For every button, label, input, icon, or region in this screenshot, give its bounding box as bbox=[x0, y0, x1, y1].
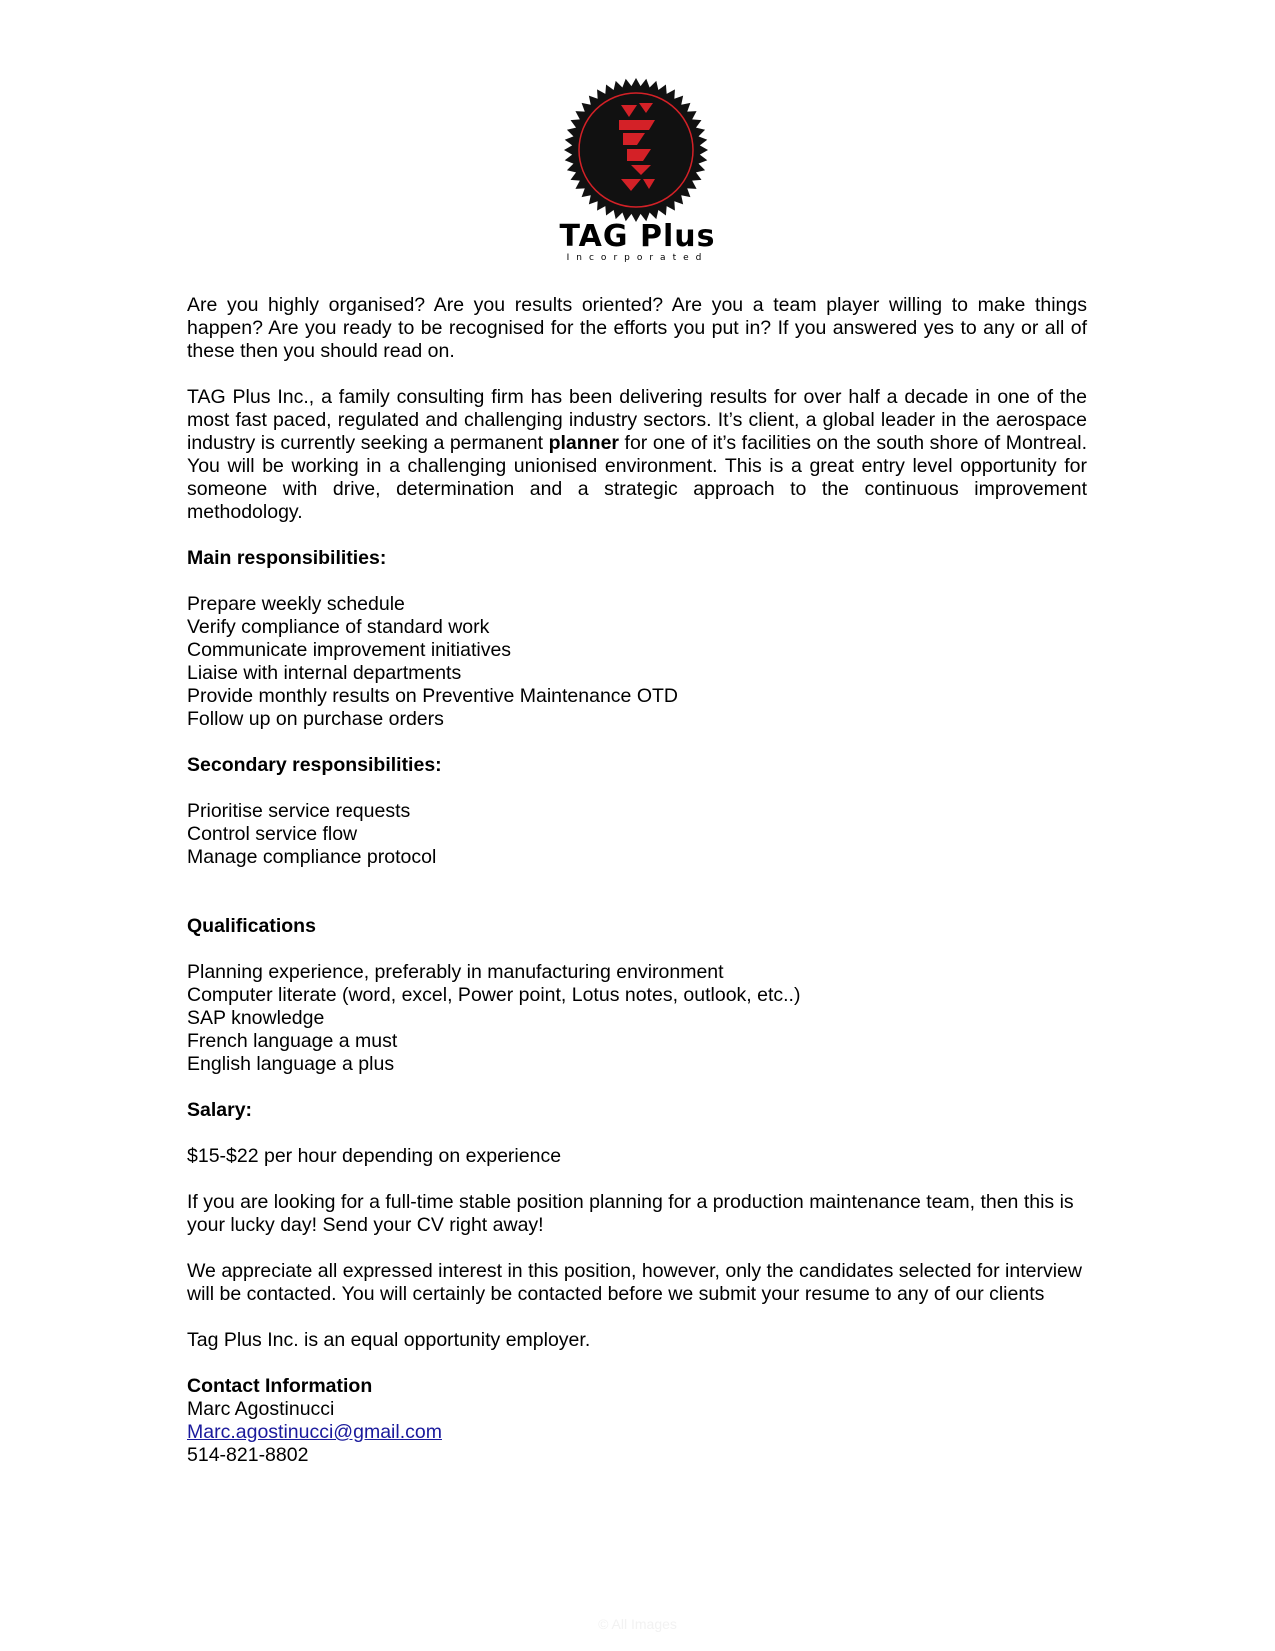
list-item: Provide monthly results on Preventive Maintenance OTD bbox=[187, 685, 678, 707]
list-item: Planning experience, preferably in manufacturing environment bbox=[187, 961, 724, 983]
secondary-responsibilities-heading: Secondary responsibilities: bbox=[187, 754, 442, 776]
list-item: Computer literate (word, excel, Power point, Lotus notes, outlook, etc..) bbox=[187, 984, 801, 1006]
logo-subtitle: Incorporated bbox=[566, 253, 709, 263]
list-item: Liaise with internal departments bbox=[187, 662, 462, 684]
salary-value: $15-$22 per hour depending on experience bbox=[187, 1145, 562, 1167]
closing-paragraph: If you are looking for a full-time stable position planning for a production maintenance team, then this is your lucky day! Send your CV right away! bbox=[187, 1191, 1074, 1236]
notice-paragraph: We appreciate all expressed interest in this position, however, only the candidates selected for interview will be contacted. You will certainly be contacted before we submit your resume to any of our clients bbox=[187, 1260, 1082, 1305]
list-item: Verify compliance of standard work bbox=[187, 616, 490, 638]
contact-block bbox=[187, 1375, 1087, 1467]
main-responsibilities-list bbox=[187, 593, 1087, 731]
list-item: French language a must bbox=[187, 1030, 398, 1052]
equal-opportunity-statement: Tag Plus Inc. is an equal opportunity employer. bbox=[187, 1329, 591, 1351]
job-title-emphasis: planner bbox=[548, 432, 620, 454]
company-paragraph bbox=[187, 386, 1087, 524]
section-spacer bbox=[187, 892, 1087, 915]
list-item: English language a plus bbox=[187, 1053, 395, 1075]
list-item: Prioritise service requests bbox=[187, 800, 411, 822]
list-item: Control service flow bbox=[187, 823, 358, 845]
intro-paragraph: Are you highly organised? Are you results oriented? Are you a team player willing to make things happen? Are you ready to be recognised for the efforts you put in? If you answered yes to any or all of these then you should read on. bbox=[187, 294, 1087, 362]
job-posting bbox=[187, 294, 1087, 1467]
list-item: Manage compliance protocol bbox=[187, 846, 437, 868]
main-responsibilities-heading: Main responsibilities: bbox=[187, 547, 387, 569]
image-watermark: © All Images bbox=[598, 1616, 677, 1632]
logo-wordmark: TAG Plus bbox=[559, 219, 716, 254]
contact-email-link[interactable]: Marc.agostinucci@gmail.com bbox=[187, 1421, 442, 1443]
contact-name: Marc Agostinucci bbox=[187, 1398, 335, 1420]
company-text-end: for one of it’s facilities on the south shore of Montreal. You will be working in a challenging unionised environment. This is a great entry level opportunity for someone with drive, determination and a strategic approach to the continuous improvement methodology. bbox=[187, 432, 1088, 523]
list-item: SAP knowledge bbox=[187, 1007, 325, 1029]
contact-heading: Contact Information bbox=[187, 1375, 373, 1397]
list-item: Follow up on purchase orders bbox=[187, 708, 444, 730]
list-item: Communicate improvement initiatives bbox=[187, 639, 512, 661]
qualifications-heading: Qualifications bbox=[187, 915, 316, 937]
company-text-start: TAG Plus Inc., a family consulting firm has been delivering results for over half a decade in one of the most fast paced, regulated and challenging industry sectors. It’s client, a global leader in the aerospace industry is currently seeking a permanent bbox=[187, 386, 1087, 454]
secondary-responsibilities-list bbox=[187, 800, 1087, 869]
contact-phone: 514-821-8802 bbox=[187, 1444, 309, 1466]
company-logo bbox=[540, 70, 735, 270]
salary-heading: Salary: bbox=[187, 1099, 253, 1121]
list-item: Prepare weekly schedule bbox=[187, 593, 405, 615]
tag-plus-seal-icon bbox=[561, 75, 711, 225]
qualifications-list bbox=[187, 961, 1087, 1076]
